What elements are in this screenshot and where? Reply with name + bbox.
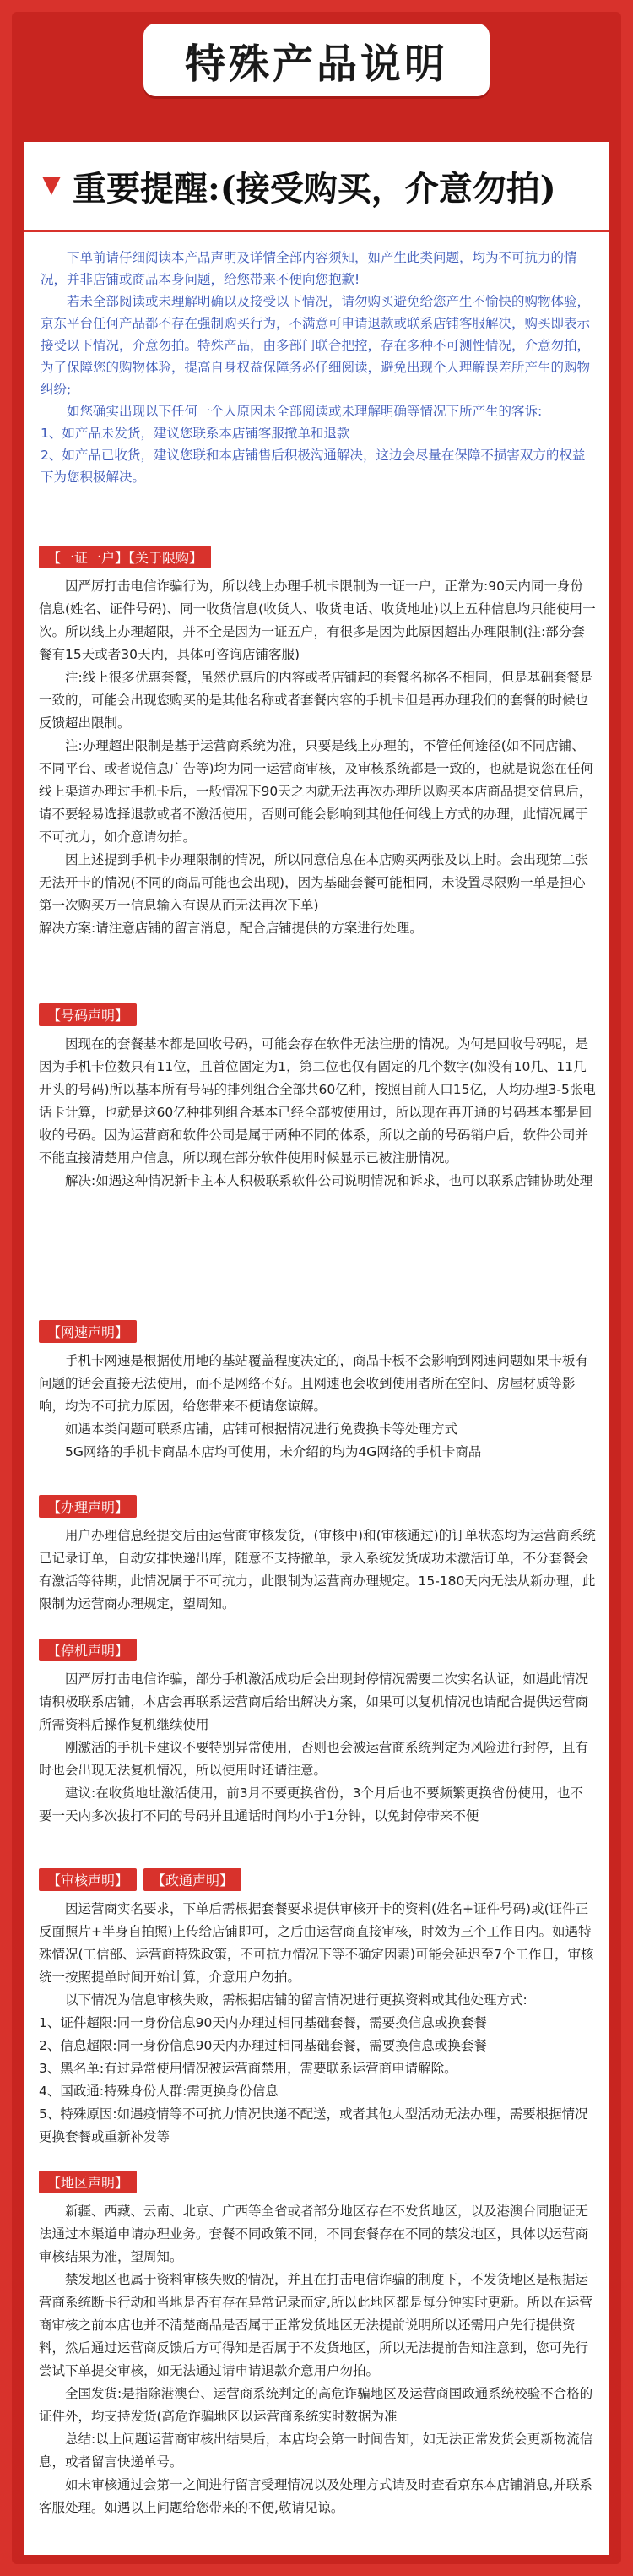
section-tag: 【网速声明】 [39,1320,137,1343]
section-paragraph: 建议:在收货地址激活使用，前3月不要更换省份，3个月后也不要频繁更换省份使用，也不要一天内多次拔打不同的号码并且通话时间均小于1分钟，以免封停带来不便 [39,1785,583,1823]
section-paragraph: 注:办理超出限制是基于运营商系统为准，只要是线上办理的，不管任何途径(如不同店铺、不同平台、或者说信息广告等)均为同一运营商审核，及审核系统都是一致的，也就是说您在任何线上渠道办理过手机卡后，一般情况下90天之内就无法再次办理所以购买本店商品提交信息后，请不要轻易选择退款或者不激活使用，否则可能会影响到其他任何线上方式的办理，此情况属于不可抗力，如介意请勿拍。 [39,738,594,845]
section-paragraph: 以下情况为信息审核失败，需根据店铺的留言情况进行更换资料或其他处理方式: [65,1992,528,2008]
section-paragraph: 因严厉打击电信诈骗，部分手机激活成功后会出现封停情况需要二次实名认证，如遇此情况请积极联系店铺，本店会再联系运营商后给出解决方案，如果可以复机情况也请配合提供运营商所需资料后操作复机继续使用 [39,1671,589,1732]
warning-divider [24,230,609,232]
section-paragraph: 因上述提到手机卡办理限制的情况，所以同意信息在本店购买两张及以上时。会出现第二张无法开卡的情况(不同的商品可能也会出现)，因为基础套餐可能相同，未设置尽限购一单是担心第一次购买万一信息输入有误从而无法再次下单) [39,852,589,913]
section-paragraph: 刚激活的手机卡建议不要特别异常使用，否则也会被运营商系统判定为风险进行封停，且有时也会出现无法复机情况，所以使用时还请注意。 [39,1740,589,1778]
section-paragraph: 1、证件超限:同一身份信息90天内办理过相同基础套餐，需要换信息或换套餐 [39,2015,487,2030]
section-paragraph: 总结:以上问题运营商审核出结果后，本店均会第一时间告知，如无法正常发货会更新物流信息，或者留言快递单号。 [39,2432,593,2470]
section-limit [39,546,596,940]
title-box [143,24,490,96]
section-tag: 【审核声明】 [39,1868,137,1891]
section-paragraph: 解决:如遇这种情况新卡主本人积极联系软件公司说明情况和诉求，也可以联系店铺协助处理 [65,1173,593,1188]
section-tag: 【地区声明】 [39,2171,137,2193]
section-network [39,1320,596,1464]
section-paragraph: 因现在的套餐基本都是回收号码，可能会存在软件无法注册的情况。为何是回收号码呢，是因为手机卡位数只有11位，且首位固定为1，第二位也仅有固定的几个数字(如没有10几、11几开头的号码)所以基本所有号码的排列组合全部共60亿种，按照目前人口15亿，人均办理3-5张电话卡计算，也就是这60亿种排列组合基本已经全部被使用过，所以现在再开通的号码基本都是回收的号码。因为运营商和软件公司是属于两种不同的体系，所以之前的号码销户后，软件公司并不能直接清楚用户信息，所以现在部分软件使用时候显示已被注册情况。 [39,1036,596,1166]
section-number [39,1003,596,1193]
section-paragraph: 用户办理信息经提交后由运营商审核发货，(审核中)和(审核通过)的订单状态均为运营商系统已记录订单，自动安排快递出库，随意不支持撤单，录入系统发货成功未激活订单，不分套餐会有激活等待期，此情况属于不可抗力，此限制为运营商办理规定。15-180天内无法从新办理，此限制为运营商办理规定，望周知。 [39,1528,596,1611]
section-paragraph: 2、信息超限:同一身份信息90天内办理过相同基础套餐，需要换信息或换套餐 [39,2038,487,2053]
section-paragraph: 如遇本类问题可联系店铺，店铺可根据情况进行免费换卡等处理方式 [65,1421,458,1437]
section-tag: 【号码声明】 [39,1003,137,1026]
intro-paragraph: 如您确实出现以下任何一个人原因未全部阅读或未理解明确等情况下所产生的客诉: [67,404,543,419]
intro-text [41,247,594,488]
section-tag: 【一证一户】【关于限购】 [39,546,211,568]
intro-paragraph: 下单前请仔细阅读本产品声明及详情全部内容须知，如产生此类问题，均为不可抗力的情况，并非店铺或商品本身问题，给您带来不便向您抱歉! [41,250,577,287]
section-paragraph: 因严厉打击电信诈骗行为，所以线上办理手机卡限制为一证一户，正常为:90天内同一身份信息(姓名、证件号码)、同一收货信息(收货人、收货电话、收货地址)以上五种信息均只能使用一次。所以线上办理超限，并不全是因为一证五户，有很多是因为此原因超出办理限制(注:部分套餐有15天或者30天内，具体可咨询店铺客服) [39,579,596,662]
section-paragraph: 全国发货:是指除港澳台、运营商系统判定的高危诈骗地区及运营商国政通系统校验不合格的证件外，均支持发货(高危诈骗地区以运营商系统实时数据为准 [39,2386,593,2424]
section-paragraph: 如未审核通过会第一之间进行留言受理情况以及处理方式请及时查看京东本店铺消息,并联系客服处理。如遇以上问题给您带来的不便,敬请见谅。 [39,2477,592,2515]
section-paragraph: 新疆、西藏、云南、北京、广西等全省或者部分地区存在不发货地区，以及港澳台同胞证无法通过本渠道申请办理业务。套餐不同政策不同，不同套餐存在不同的禁发地区，具体以运营商审核结果为准，望周知。 [39,2204,589,2264]
section-paragraph: 禁发地区也属于资料审核失败的情况，并且在打击电信诈骗的制度下，不发货地区是根据运营商系统断卡行动和当地是否有存在异常记录而定,所以此地区都是每分钟实时更新。所以在运营商审核之前本店也并不清楚商品是否属于正常发货地区无法提前说明所以还需用户先行提供资料，然后通过运营商反馈后方可得知是否属于不发货地区，所以无法提前告知注意到，您可先行尝试下单提交审核，如无法通过请申请退款介意用户勿拍。 [39,2272,592,2378]
intro-paragraph: 1、如产品未发货，建议您联系本店铺客服撤单和退款 [41,426,350,441]
section-paragraph: 注:线上很多优惠套餐，虽然优惠后的内容或者店铺起的套餐名称各不相同，但是基础套餐是一致的，可能会出现您购买的是其他名称或者套餐内容的手机卡但是再办理我们的套餐的时候也反馈超出限制。 [39,670,593,731]
section-paragraph: 4、国政通:特殊身份人群:需更换身份信息 [39,2084,279,2099]
section-paragraph: 5G网络的手机卡商品本店均可使用，未介绍的均为4G网络的手机卡商品 [65,1444,482,1459]
page-title: 特殊产品说明 [184,40,448,88]
intro-paragraph: 2、如产品已收货，建议您联和本店铺售后积极沟通解决，这边会尽量在保障不损害双方的权益下为您积极解决。 [41,448,586,485]
intro-paragraph: 若未全部阅读或未理解明确以及接受以下情况，请勿购买避免给您产生不愉快的购物体验，京东平台任何产品都不存在强制购买行为，不满意可申请退款或联系店铺客服解决，购买即表示接受以下情况，介意勿拍。特殊产品，由多部门联合把控，存在多种不可测性情况，介意勿拍，为了保障您的购物体验，提高自身权益保障务必仔细阅读，避免出现个人理解误差所产生的购物纠纷; [41,294,591,397]
section-tag: 【停机声明】 [39,1639,137,1661]
section-process [39,1495,596,1616]
section-paragraph: 解决方案:请注意店铺的留言消息，配合店铺提供的方案进行处理。 [39,921,423,936]
warning-arrow-icon [42,177,61,195]
section-region [39,2171,596,2519]
warning-text: 重要提醒:(接受购买，介意勿拍) [73,168,556,209]
warning-banner [24,142,609,230]
section-paragraph: 5、特殊原因:如遇疫情等不可抗力情况快递不配送，或者其他大型活动无法办理，需要根据情况更换套餐或重新补发等 [39,2106,588,2144]
section-tag: 【政通声明】 [143,1868,241,1891]
section-paragraph: 因运营商实名要求，下单后需根据套餐要求提供审核开卡的资料(姓名+证件号码)或(证件正反面照片+半身自拍照)上传给店铺即可，之后由运营商直接审核，时效为三个工作日内。如遇特殊情况(工信部、运营商特殊政策，不可抗力情况下等不确定因素)可能会延迟至7个工作日，审核统一按照提单时间开始计算，介意用户勿拍。 [39,1901,594,1985]
section-tag: 【办理声明】 [39,1495,137,1518]
section-paragraph: 手机卡网速是根据使用地的基站覆盖程度决定的，商品卡板不会影响到网速问题如果卡板有问题的话会直接无法使用，而不是网络不好。且网速也会收到使用者所在空间、房屋材质等影响，均为不可抗力原因，给您带来不便请您谅解。 [39,1353,589,1414]
section-suspension [39,1639,596,1828]
section-paragraph: 3、黑名单:有过异常使用情况被运营商禁用，需要联系运营商申请解除。 [39,2061,457,2076]
section-review [39,1868,596,2149]
